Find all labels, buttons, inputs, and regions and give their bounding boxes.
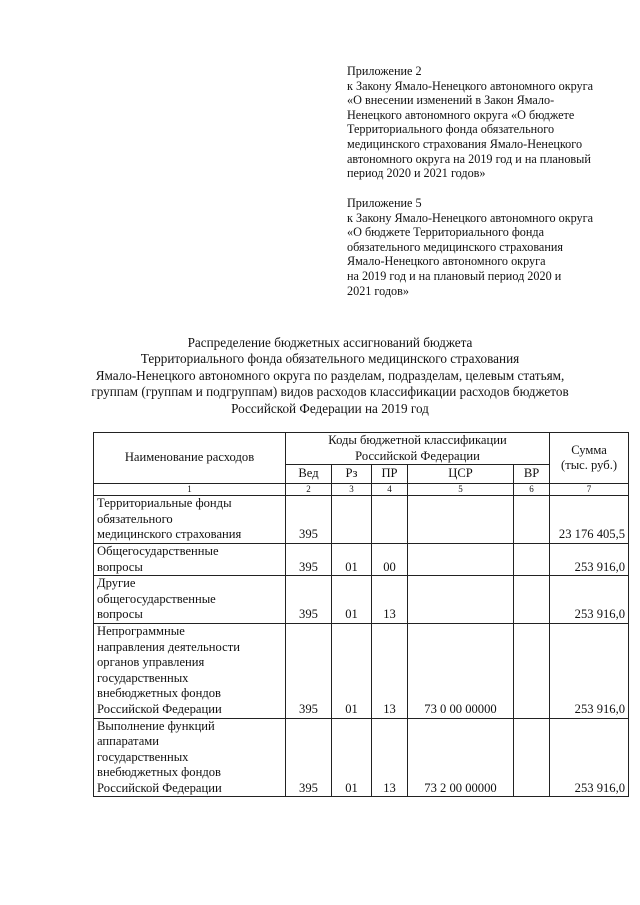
vr-cell <box>514 496 550 544</box>
table-row <box>94 543 629 575</box>
column-number: 1 <box>94 484 286 496</box>
sum-column-header <box>550 433 629 484</box>
appendix-5-line: обязательного медицинского страхования <box>347 239 563 254</box>
appendix-5-line: Приложение 5 <box>347 196 422 210</box>
sum-header-line: Сумма <box>571 442 607 457</box>
expense-name-line: обязательного <box>97 511 173 526</box>
table-row <box>94 496 629 544</box>
ved-cell: 395 <box>286 623 332 718</box>
expense-name-line: общегосударственные <box>97 591 216 606</box>
vr-column-header: ВР <box>514 465 550 484</box>
column-number: 6 <box>514 484 550 496</box>
column-number-row <box>94 484 629 496</box>
codes-header-line: Российской Федерации <box>355 448 480 463</box>
rz-cell <box>332 496 372 544</box>
csr-column-header: ЦСР <box>408 465 514 484</box>
expense-name-line: Непрограммные <box>97 623 185 638</box>
rz-cell: 01 <box>332 576 372 624</box>
column-number: 4 <box>372 484 408 496</box>
budget-table <box>93 432 629 797</box>
expense-name-line: внебюджетных фондов <box>97 765 221 780</box>
expense-name-line: медицинского страхования <box>97 527 242 542</box>
sum-cell: 253 916,0 <box>550 543 629 575</box>
appendix-5-line: на 2019 год и на плановый период 2020 и <box>347 268 562 283</box>
title-line: Ямало-Ненецкого автономного округа по разделам, подразделам, целевым статьям, <box>95 367 565 383</box>
sum-cell: 253 916,0 <box>550 576 629 624</box>
codes-column-header <box>286 433 550 465</box>
vr-cell <box>514 623 550 718</box>
vr-cell <box>514 576 550 624</box>
csr-cell: 73 0 00 00000 <box>408 623 514 718</box>
document-title <box>80 335 580 417</box>
title-line: группам (группам и подгруппам) видов расходов классификации расходов бюджетов <box>91 384 569 400</box>
column-number: 5 <box>408 484 514 496</box>
table-row <box>94 623 629 718</box>
column-number: 2 <box>286 484 332 496</box>
appendix-2-line: Ненецкого автономного округа «О бюджете <box>347 107 575 122</box>
appendix-2-line: к Закону Ямало-Ненецкого автономного округа <box>347 78 594 93</box>
pr-cell: 13 <box>372 623 408 718</box>
expense-name-line: государственных <box>97 749 189 764</box>
ved-column-header: Вед <box>286 465 332 484</box>
appendix-5-line: Ямало-Ненецкого автономного округа <box>347 254 546 269</box>
sum-cell: 253 916,0 <box>550 718 629 797</box>
rz-cell: 01 <box>332 543 372 575</box>
appendix-2-line: Приложение 2 <box>347 64 422 78</box>
expense-name-line: внебюджетных фондов <box>97 686 221 701</box>
table-row <box>94 576 629 624</box>
appendix-5-line: 2021 годов» <box>347 283 410 298</box>
ved-cell: 395 <box>286 543 332 575</box>
csr-cell <box>408 576 514 624</box>
column-number: 7 <box>550 484 629 496</box>
codes-header-line: Коды бюджетной классификации <box>328 433 507 447</box>
appendix-2-line: медицинского страхования Ямало-Ненецкого <box>347 136 583 151</box>
expense-name-cell <box>94 718 286 797</box>
expense-name-line: органов управления <box>97 655 205 670</box>
appendix-5-line: «О бюджете Территориального фонда <box>347 225 544 240</box>
expense-name-line: аппаратами <box>97 734 160 749</box>
appendix-2-line: Территориального фонда обязательного <box>347 122 555 137</box>
csr-cell <box>408 543 514 575</box>
appendix-5-block <box>347 196 617 298</box>
table-row <box>94 718 629 797</box>
expense-name-cell <box>94 543 286 575</box>
expense-name-cell <box>94 496 286 544</box>
sum-header-line: (тыс. руб.) <box>561 458 618 473</box>
pr-column-header: ПР <box>372 465 408 484</box>
appendix-2-line: период 2020 и 2021 годов» <box>347 166 486 181</box>
csr-cell: 73 2 00 00000 <box>408 718 514 797</box>
table-header-row <box>94 433 629 465</box>
expense-name-line: направления деятельности <box>97 639 240 654</box>
csr-cell <box>408 496 514 544</box>
rz-cell: 01 <box>332 718 372 797</box>
title-line: Распределение бюджетных ассигнований бюджета <box>187 335 473 350</box>
sum-cell: 23 176 405,5 <box>550 496 629 544</box>
pr-cell <box>372 496 408 544</box>
expense-name-cell <box>94 576 286 624</box>
expense-name-line: государственных <box>97 670 189 685</box>
rz-column-header: Рз <box>332 465 372 484</box>
rz-cell: 01 <box>332 623 372 718</box>
pr-cell: 13 <box>372 576 408 624</box>
pr-cell: 13 <box>372 718 408 797</box>
ved-cell: 395 <box>286 576 332 624</box>
expense-name-line: Территориальные фонды <box>97 496 232 511</box>
column-number: 3 <box>332 484 372 496</box>
expense-name-line: Российской Федерации <box>97 701 222 716</box>
expense-name-line: вопросы <box>97 559 143 574</box>
expense-name-line: вопросы <box>97 607 143 622</box>
expense-name-line: Другие <box>97 576 136 591</box>
expense-name-line: Выполнение функций <box>97 718 215 733</box>
expense-name-line: Общегосударственные <box>97 543 219 558</box>
title-line: Российской Федерации на 2019 год <box>231 400 429 416</box>
appendix-2-block <box>347 64 617 181</box>
appendix-2-line: автономного округа на 2019 год и на плановый <box>347 151 591 166</box>
name-column-header: Наименование расходов <box>94 433 286 484</box>
ved-cell: 395 <box>286 718 332 797</box>
expense-name-cell <box>94 623 286 718</box>
appendix-5-line: к Закону Ямало-Ненецкого автономного округа <box>347 210 594 225</box>
vr-cell <box>514 543 550 575</box>
sum-cell: 253 916,0 <box>550 623 629 718</box>
appendix-2-line: «О внесении изменений в Закон Ямало- <box>347 93 555 108</box>
vr-cell <box>514 718 550 797</box>
expense-name-line: Российской Федерации <box>97 780 222 795</box>
ved-cell: 395 <box>286 496 332 544</box>
title-line: Территориального фонда обязательного медицинского страхования <box>140 351 520 367</box>
pr-cell: 00 <box>372 543 408 575</box>
